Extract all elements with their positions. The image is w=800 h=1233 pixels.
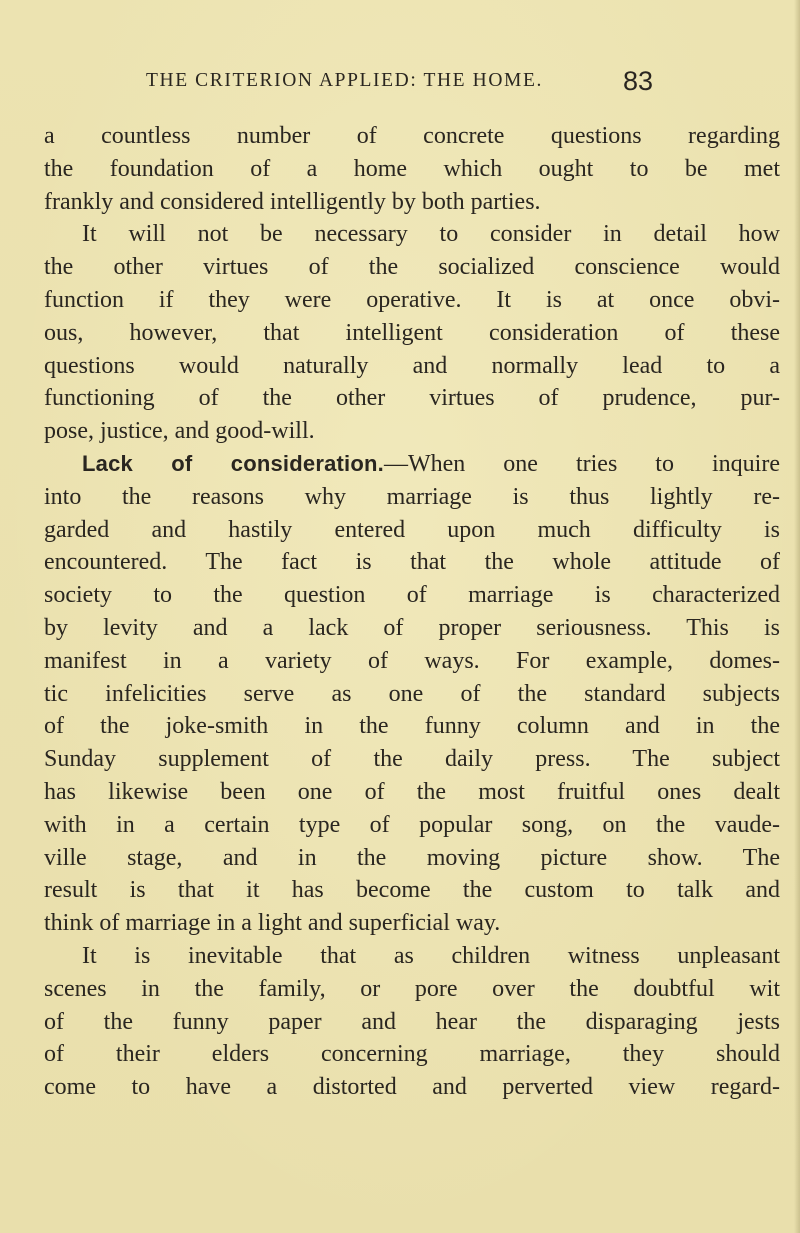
text-line: It is inevitable that as children witness unpleasant bbox=[82, 942, 780, 969]
text-line: think of marriage in a light and superficial way. bbox=[44, 910, 501, 937]
text-line: Sunday supplement of the daily press. The subject bbox=[44, 746, 780, 773]
section-heading: Lack of consideration. bbox=[82, 450, 384, 476]
text-line: with in a certain type of popular song, on the vaude- bbox=[44, 811, 780, 838]
text-line: encountered. The fact is that the whole attitude of bbox=[44, 549, 780, 576]
text-line: function if they were operative. It is at once obvi- bbox=[44, 286, 780, 313]
text-line: has likewise been one of the most fruitful ones dealt bbox=[44, 778, 780, 805]
text-line: by levity and a lack of proper seriousness. This is bbox=[44, 614, 780, 641]
text-line: come to have a distorted and perverted view regard- bbox=[44, 1074, 780, 1101]
text-line: frankly and considered intelligently by both parties. bbox=[44, 188, 541, 215]
page-number: 83 bbox=[623, 66, 654, 96]
text-line: ous, however, that intelligent consideration of these bbox=[44, 319, 780, 346]
text-line: tic infelicities serve as one of the standard subjects bbox=[44, 680, 780, 707]
text-line: the foundation of a home which ought to be met bbox=[44, 155, 780, 182]
text-line: of their elders concerning marriage, they should bbox=[44, 1041, 780, 1068]
text-line: It will not be necessary to consider in detail how bbox=[82, 221, 780, 248]
text-line: manifest in a variety of ways. For example, domes- bbox=[44, 647, 780, 674]
text-line bbox=[44, 448, 780, 481]
page-edge bbox=[794, 0, 800, 1233]
body-text bbox=[44, 120, 780, 1104]
text-run: —When one tries to inquire bbox=[383, 450, 780, 477]
text-line: scenes in the family, or pore over the doubtful wit bbox=[44, 975, 780, 1002]
text-line: functioning of the other virtues of prudence, pur- bbox=[44, 385, 780, 412]
text-line: society to the question of marriage is characterized bbox=[44, 582, 780, 609]
text-line: the other virtues of the socialized conscience would bbox=[44, 254, 780, 281]
text-line: a countless number of concrete questions regarding bbox=[44, 123, 780, 149]
text-line: questions would naturally and normally lead to a bbox=[44, 352, 780, 379]
page-header bbox=[96, 66, 796, 100]
running-head: THE CRITERION APPLIED: THE HOME. bbox=[146, 70, 543, 91]
text-line: garded and hastily entered upon much difficulty is bbox=[44, 516, 780, 543]
text-line: of the joke-smith in the funny column and in the bbox=[44, 713, 780, 740]
text-line: result is that it has become the custom to talk and bbox=[44, 877, 780, 904]
text-line: ville stage, and in the moving picture show. The bbox=[44, 844, 780, 871]
text-line: into the reasons why marriage is thus lightly re- bbox=[44, 483, 780, 510]
text-line: pose, justice, and good-will. bbox=[44, 418, 315, 445]
text-line: of the funny paper and hear the disparaging jests bbox=[44, 1008, 780, 1035]
